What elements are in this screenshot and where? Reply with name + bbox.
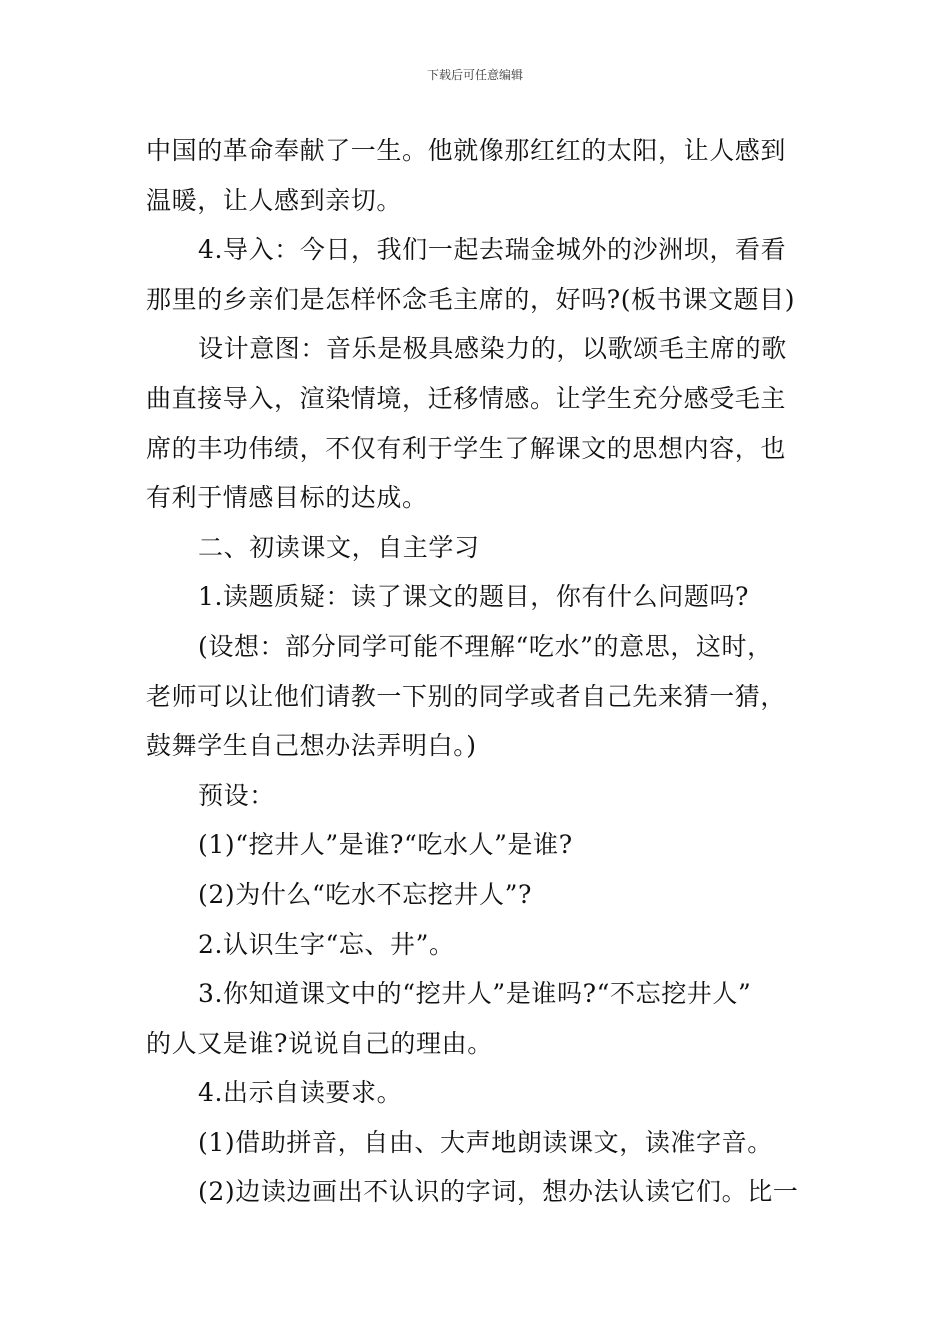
text-line: (1)借助拼音，自由、大声地朗读课文，读准字音。: [198, 1127, 773, 1157]
text-line: 4.出示自读要求。: [198, 1078, 403, 1108]
text-line: 4.导入：今日，我们一起去瑞金城外的沙洲坝，看看: [198, 235, 787, 265]
text-line: 设计意图：音乐是极具感染力的，以歌颂毛主席的歌: [198, 334, 787, 364]
text-line: 那里的乡亲们是怎样怀念毛主席的，好吗?(板书课文题目): [146, 284, 796, 314]
text-line: (2)为什么“吃水不忘挖井人”?: [198, 879, 532, 909]
text-line: 2.认识生字“忘、井”。: [198, 929, 455, 959]
text-line: (设想：部分同学可能不理解“吃水”的意思，这时，: [198, 631, 773, 661]
text-line: 的人又是谁?说说自己的理由。: [146, 1028, 493, 1058]
text-line: 席的丰功伟绩，不仅有利于学生了解课文的思想内容，也: [146, 433, 787, 463]
page-header: 下载后可任意编辑: [426, 68, 523, 82]
text-line: 中国的革命奉献了一生。他就像那红红的太阳，让人感到: [146, 136, 787, 165]
text-line: (1)“挖井人”是谁?“吃水人”是谁?: [198, 830, 573, 860]
text-line: 3.你知道课文中的“挖井人”是谁吗?“不忘挖井人”: [198, 979, 752, 1009]
section-heading: 二、初读课文，自主学习: [198, 532, 480, 562]
text-line: (2)边读边画出不认识的字词，想办法认读它们。比一: [198, 1177, 799, 1207]
text-line: 预设：: [198, 780, 275, 810]
text-line: 温暖，让人感到亲切。: [146, 185, 403, 215]
text-line: 老师可以让他们请教一下别的同学或者自己先来猜一猜，: [146, 681, 787, 711]
text-line: 1.读题质疑：读了课文的题目，你有什么问题吗?: [198, 582, 750, 612]
text-line: 鼓舞学生自己想办法弄明白。): [146, 731, 477, 761]
document-body: [146, 126, 810, 1217]
text-line: 有利于情感目标的达成。: [146, 483, 428, 513]
text-line: 曲直接导入，渲染情境，迁移情感。让学生充分感受毛主: [146, 383, 787, 413]
